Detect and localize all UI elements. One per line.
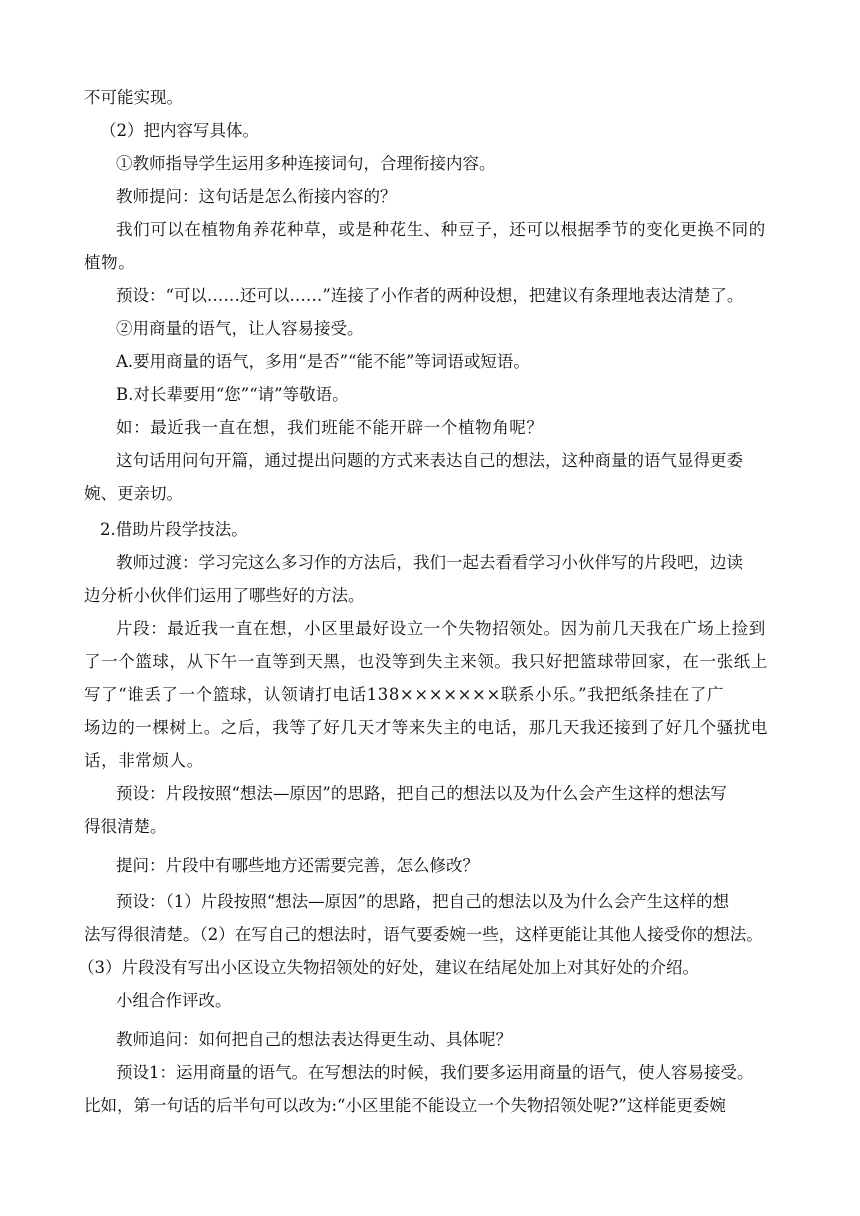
text-line: ①教师指导学生运用多种连接词句，合理衔接内容。 [116, 154, 496, 173]
excerpt-line: 写了“谁丢了一个篮球，认领请打电话138×××××××联系小乐。”我把纸条挂在了广 [84, 685, 724, 704]
example-sentence: 植物。 [84, 253, 136, 272]
text-line: 预设：片段按照“想法—原因”的思路，把自己的想法以及为什么会产生这样的想法写 [116, 784, 727, 803]
text-line: 教师提问：这句话是怎么衔接内容的？ [116, 187, 397, 206]
text-line: 小组合作评改。 [116, 991, 232, 1010]
text-line: 预设1：运用商量的语气。在写想法的时候，我们要多运用商量的语气，使人容易接受。 [116, 1063, 754, 1082]
section-heading: （2）把内容写具体。 [100, 121, 259, 140]
text-line: 这句话用问句开篇，通过提出问题的方式来表达自己的想法，这种商量的语气显得更委 [116, 451, 743, 470]
text-line: 预设：（1）片段按照“想法—原因”的思路，把自己的想法以及为什么会产生这样的想 [116, 892, 730, 911]
excerpt-line: 了一个篮球，从下午一直等到天黑，也没等到失主来领。我只好把篮球带回家，在一张纸上 [84, 652, 768, 671]
text-line: A.要用商量的语气，多用“是否”“能不能”等词语或短语。 [116, 352, 530, 371]
excerpt-line: 片段：最近我一直在想，小区里最好设立一个失物招领处。因为前几天我在广场上捡到 [116, 619, 766, 638]
excerpt-line: 场边的一棵树上。之后，我等了好几天才等来失主的电话，那几天我还接到了好几个骚扰电 [84, 718, 768, 737]
text-line: 比如，第一句话的后半句可以改为:“小区里能不能设立一个失物招领处呢?”这样能更委婉 [84, 1096, 726, 1115]
text-line: 婉、更亲切。 [84, 484, 183, 503]
text-line: 不可能实现。 [84, 88, 183, 107]
text-line: 提问：片段中有哪些地方还需要完善，怎么修改？ [116, 856, 479, 875]
text-line: ②用商量的语气，让人容易接受。 [116, 319, 364, 338]
text-line: （3）片段没有写出小区设立失物招领处的好处，建议在结尾处加上对其好处的介绍。 [78, 958, 699, 977]
text-line: B.对长辈要用“您”“请”等敬语。 [116, 385, 349, 404]
text-line: 教师追问：如何把自己的想法表达得更生动、具体呢？ [116, 1030, 512, 1049]
example-sentence: 我们可以在植物角养花种草，或是种花生、种豆子，还可以根据季节的变化更换不同的 [116, 220, 766, 239]
excerpt-line: 话，非常烦人。 [84, 751, 204, 770]
section-heading: 2.借助片段学技法。 [100, 520, 248, 539]
text-line: 教师过渡：学习完这么多习作的方法后，我们一起去看看学习小伙伴写的片段吧，边读 [116, 553, 743, 572]
example-sentence: 如：最近我一直在想，我们班能不能开辟一个植物角呢？ [116, 418, 544, 437]
text-line: 法写得很清楚。（2）在写自己的想法时，语气要委婉一些，这样更能让其他人接受你的想法。 [84, 925, 763, 944]
text-line: 边分析小伙伴们运用了哪些好的方法。 [84, 586, 365, 605]
text-line: 得很清楚。 [84, 817, 167, 836]
text-line: 预设：“可以……还可以……”连接了小作者的两种设想，把建议有条理地表达清楚了。 [116, 286, 744, 305]
